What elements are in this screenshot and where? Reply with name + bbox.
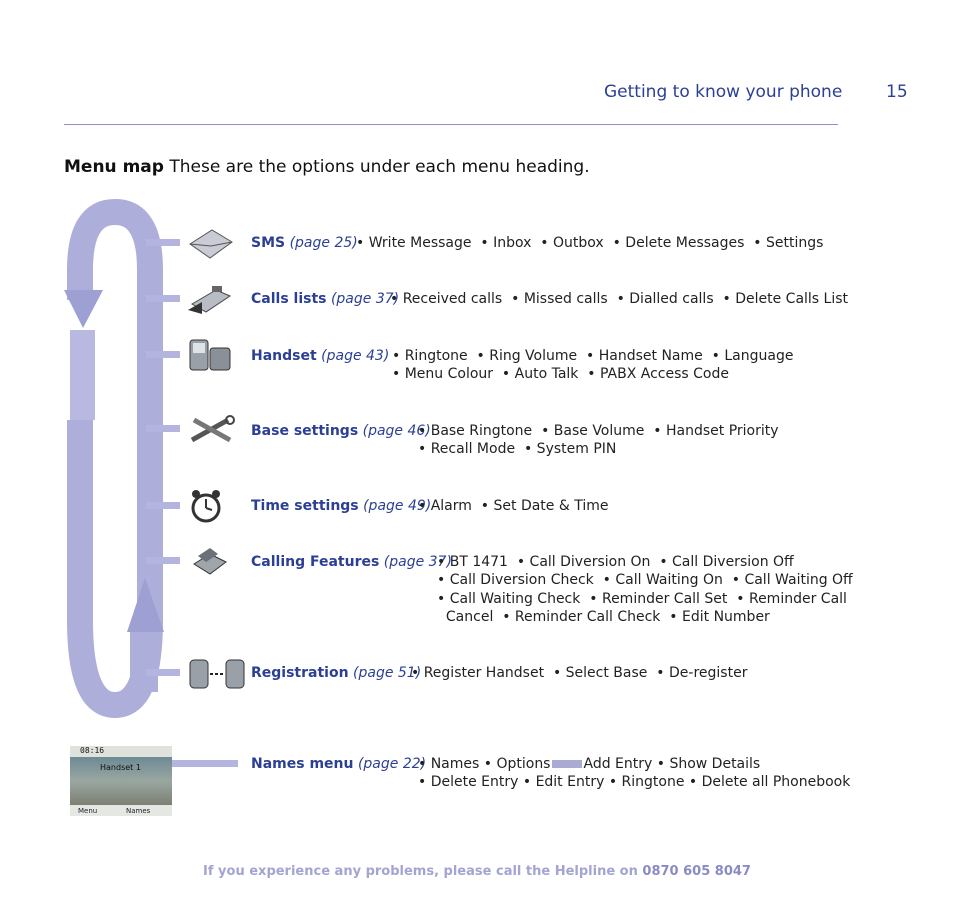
connector-calling-features (146, 557, 180, 564)
menu-option-line: • BT 1471 • Call Diversion On • Call Diversion Off (437, 554, 794, 570)
footer-helpline (0, 864, 954, 879)
menu-option-line: • Register Handset • Select Base • De-register (411, 665, 748, 681)
registration-icon (186, 654, 248, 694)
names-options-line2: • Delete Entry • Edit Entry • Ringtone • Delete all Phonebook (418, 774, 851, 791)
connector-calls-lists (146, 295, 180, 302)
menu-option-line: • Recall Mode • System PIN (418, 441, 617, 458)
menu-options (390, 290, 848, 308)
menu-options (437, 553, 853, 626)
alarm-clock-icon (186, 486, 236, 526)
menu-row-names (251, 755, 432, 773)
menu-name: Handset (251, 348, 317, 364)
header-divider (64, 124, 838, 125)
menu-page-ref: (page 37) (330, 291, 400, 307)
menu-name: SMS (251, 235, 286, 251)
menu-options (411, 664, 747, 682)
menu-page-ref: (page 51) (353, 665, 422, 681)
connector-sms (146, 239, 180, 246)
menu-page-ref: (page 22) (357, 756, 427, 772)
calls-list-icon (186, 280, 236, 320)
screen-right-softkey: Names (126, 807, 151, 815)
connector-handset (146, 351, 180, 358)
menu-option-line: • Menu Colour • Auto Talk • PABX Access Code (392, 366, 729, 383)
menu-options (418, 497, 609, 515)
menu-name: Base settings (251, 423, 359, 439)
names-menu-options (418, 755, 850, 792)
handset-screen-image (70, 746, 172, 816)
menu-row (251, 664, 427, 682)
footer-phone: 0870 605 8047 (642, 864, 751, 879)
menu-option-line: • Base Ringtone • Base Volume • Handset Priority (418, 423, 779, 439)
tools-icon (186, 410, 236, 450)
menu-options (418, 422, 779, 459)
menu-option-line: • Alarm • Set Date & Time (418, 498, 609, 514)
menu-page-ref: (page 46) (362, 423, 431, 439)
menu-option-line: • Write Message • Inbox • Outbox • Delete Messages • Settings (356, 235, 824, 251)
intro-heading: Menu map (64, 157, 164, 177)
menu-name: Calls lists (251, 291, 327, 307)
connector-registration (146, 669, 180, 676)
footer-text: If you experience any problems, please call the Helpline on (203, 864, 638, 879)
envelope-icon (186, 224, 236, 264)
menu-options (392, 347, 793, 384)
screen-softkeys (70, 805, 172, 816)
menu-option-line: Cancel • Reminder Call Check • Edit Number (437, 608, 770, 625)
menu-name: Calling Features (251, 554, 380, 570)
screen-left-softkey: Menu (78, 807, 98, 815)
menu-page-ref: (page 49) (363, 498, 432, 514)
menu-name: Registration (251, 665, 349, 681)
menu-option-line: • Call Diversion Check • Call Waiting On • Call Waiting Off (437, 572, 853, 589)
names-options-part1: • Names • Options (418, 756, 551, 772)
handset-icon (186, 336, 236, 376)
menu-option-line: • Received calls • Missed calls • Dialled calls • Delete Calls List (390, 291, 849, 307)
intro-text: These are the options under each menu heading. (169, 157, 590, 177)
menu-options (356, 234, 823, 252)
names-options-part2: Add Entry • Show Details (583, 756, 761, 772)
menu-option-line: • Call Waiting Check • Reminder Call Set • Reminder Call (437, 590, 847, 607)
page-header-title: Getting to know your phone (604, 82, 843, 102)
connector-time-settings (146, 502, 180, 509)
menu-row (251, 347, 395, 365)
menu-loop-arrow (0, 0, 180, 730)
menu-row (251, 290, 405, 308)
menu-row (251, 234, 364, 252)
menu-name: Time settings (251, 498, 359, 514)
menu-row (251, 553, 458, 571)
screen-handset-label: Handset 1 (100, 763, 141, 772)
menu-option-line: • Ringtone • Ring Volume • Handset Name • Language (392, 348, 794, 364)
screen-wallpaper (70, 757, 172, 805)
menu-row (251, 497, 437, 515)
page-number: 15 (886, 82, 908, 102)
menu-page-ref: (page 25) (289, 235, 358, 251)
menu-row (251, 422, 437, 440)
connector-base-settings (146, 425, 180, 432)
menu-page-ref: (page 43) (321, 348, 390, 364)
screen-time: 08:16 (80, 746, 105, 755)
base-station-icon (186, 542, 236, 582)
screen-status-bar (70, 746, 172, 757)
menu-page-ref: (page 37) (383, 554, 452, 570)
connector-names-menu (172, 760, 238, 767)
highlight-bar (552, 760, 582, 768)
menu-name: Names menu (251, 756, 354, 772)
